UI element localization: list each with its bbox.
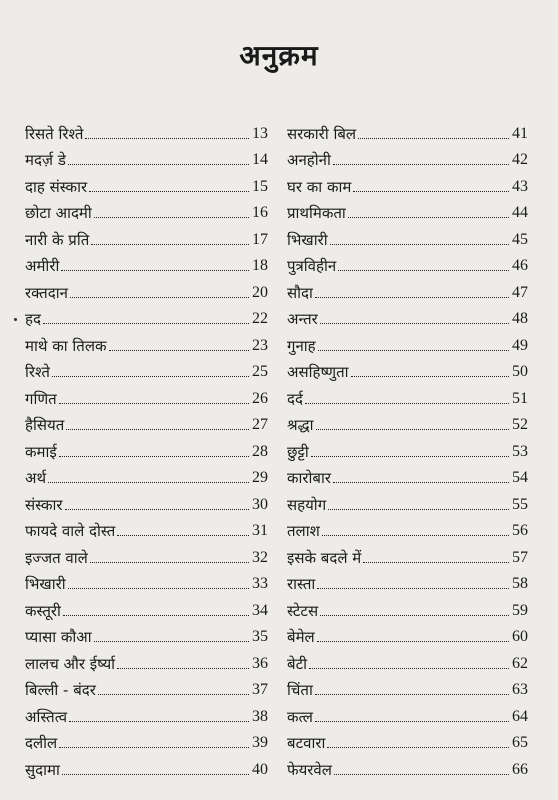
dot-leader bbox=[328, 509, 509, 510]
toc-entry bbox=[287, 461, 528, 488]
toc-entry-title: सुदामा bbox=[25, 760, 60, 779]
toc-entry-page-number: 51 bbox=[512, 389, 528, 407]
toc-entry-title: कस्तूरी bbox=[25, 601, 61, 620]
toc-entry bbox=[25, 461, 268, 488]
toc-entry-page-number: 55 bbox=[512, 495, 528, 513]
toc-entry bbox=[25, 514, 268, 541]
toc-entry bbox=[25, 434, 268, 461]
toc-entry-title: सौदा bbox=[287, 283, 313, 302]
toc-entry-page-number: 43 bbox=[512, 177, 528, 195]
toc-entry bbox=[287, 116, 528, 143]
dot-leader bbox=[59, 403, 249, 404]
toc-entry-page-number: 59 bbox=[512, 601, 528, 619]
toc-entry bbox=[25, 673, 268, 700]
toc-entry bbox=[287, 196, 528, 223]
toc-entry bbox=[287, 143, 528, 170]
toc-entry-page-number: 27 bbox=[252, 416, 268, 433]
toc-entry-title: बटवारा bbox=[287, 734, 326, 752]
dot-leader bbox=[43, 323, 249, 324]
toc-entry-title: प्यासा कौआ bbox=[25, 628, 92, 646]
toc-entry-page-number: 18 bbox=[252, 257, 268, 274]
toc-entry bbox=[287, 620, 528, 647]
toc-entry-title: हद bbox=[25, 310, 41, 328]
toc-entry-title: अन्तर bbox=[287, 310, 318, 328]
dot-leader bbox=[338, 270, 509, 271]
toc-entry-title: बिल्ली - बंदर bbox=[25, 681, 96, 699]
toc-entry-title: रक्तदान bbox=[25, 283, 68, 302]
toc-entry-title: दलील bbox=[25, 734, 58, 752]
toc-entry bbox=[287, 514, 528, 541]
toc-entry bbox=[25, 275, 268, 302]
toc-entry-page-number: 34 bbox=[252, 601, 268, 619]
toc-entry-title: कत्ल bbox=[287, 707, 313, 726]
dot-leader bbox=[52, 376, 249, 377]
dot-leader bbox=[348, 217, 509, 218]
toc-entry-page-number: 42 bbox=[512, 151, 528, 168]
toc-entry-page-number: 33 bbox=[252, 575, 268, 592]
dot-leader bbox=[330, 244, 509, 245]
dot-leader bbox=[315, 694, 509, 695]
toc-entry-title: छुट्टी bbox=[287, 442, 309, 461]
toc-entry bbox=[25, 169, 268, 196]
dot-leader bbox=[333, 164, 509, 165]
toc-entry bbox=[25, 726, 268, 753]
toc-entry-title: गुनाह bbox=[287, 336, 316, 355]
toc-entry-page-number: 56 bbox=[512, 522, 528, 539]
toc-entry-title: इज्जत वाले bbox=[25, 548, 88, 567]
toc-entry-page-number: 54 bbox=[512, 469, 528, 486]
toc-entry bbox=[287, 726, 528, 753]
toc-entry bbox=[287, 699, 528, 726]
toc-entry-page-number: 41 bbox=[512, 124, 528, 142]
toc-entry-page-number: 66 bbox=[512, 760, 528, 778]
toc-entry bbox=[25, 249, 268, 276]
stray-mark bbox=[14, 318, 17, 321]
dot-leader bbox=[63, 615, 249, 616]
toc-entry-title: तलाश bbox=[287, 522, 320, 540]
toc-entry-title: हैसियत bbox=[25, 416, 65, 434]
dot-leader bbox=[363, 562, 509, 563]
dot-leader bbox=[320, 615, 509, 616]
toc-entry-page-number: 35 bbox=[252, 628, 268, 645]
toc-entry-title: माथे का तिलक bbox=[25, 336, 107, 355]
page-title: अनुक्रम bbox=[239, 39, 319, 72]
toc-entry-page-number: 20 bbox=[252, 283, 268, 301]
toc-entry-page-number: 46 bbox=[512, 257, 528, 274]
dot-leader bbox=[66, 429, 249, 430]
toc-entry bbox=[25, 567, 268, 594]
toc-entry-title: छोटा आदमी bbox=[25, 204, 92, 222]
toc-entry-page-number: 45 bbox=[512, 230, 528, 248]
toc-entry-title: दर्द bbox=[287, 389, 303, 408]
dot-leader bbox=[59, 747, 249, 748]
toc-entry-page-number: 57 bbox=[512, 548, 528, 566]
toc-entry-page-number: 25 bbox=[252, 363, 268, 380]
toc-entry-page-number: 40 bbox=[252, 760, 268, 778]
toc-entry-page-number: 13 bbox=[252, 124, 268, 142]
toc-entry bbox=[287, 567, 528, 594]
toc-entry-title: घर का काम bbox=[287, 177, 352, 196]
toc-entry-title: अमीरी bbox=[25, 257, 60, 275]
toc-entry-page-number: 65 bbox=[512, 734, 528, 751]
toc-entry-title: पुत्रविहीन bbox=[287, 257, 337, 275]
toc-entry-page-number: 60 bbox=[512, 628, 528, 645]
toc-entry bbox=[287, 752, 528, 779]
toc-entry bbox=[287, 646, 528, 673]
dot-leader bbox=[353, 191, 509, 192]
toc-entry bbox=[287, 169, 528, 196]
toc-entry-title: प्राथमिकता bbox=[287, 204, 346, 222]
toc-entry-title: चिंता bbox=[287, 681, 313, 699]
toc-entry-title: मदर्ज़ डे bbox=[25, 151, 66, 169]
toc-entry bbox=[25, 487, 268, 514]
dot-leader bbox=[70, 297, 249, 298]
toc-entry-page-number: 31 bbox=[252, 522, 268, 539]
toc-entry-title: कारोबार bbox=[287, 469, 332, 487]
dot-leader bbox=[317, 588, 509, 589]
dot-leader bbox=[333, 482, 509, 483]
toc-entry-title: लालच और ईर्ष्या bbox=[25, 654, 116, 673]
toc-entry bbox=[287, 249, 528, 276]
toc-entry-page-number: 53 bbox=[512, 442, 528, 460]
toc-entry bbox=[25, 222, 268, 249]
dot-leader bbox=[61, 270, 249, 271]
toc-entry bbox=[25, 646, 268, 673]
toc-entry-page-number: 52 bbox=[512, 416, 528, 433]
contents-column-right bbox=[287, 116, 528, 779]
toc-entry bbox=[25, 302, 268, 329]
toc-entry-title: अनहोनी bbox=[287, 151, 331, 169]
toc-entry bbox=[25, 620, 268, 647]
toc-entry-title: रिश्ते bbox=[25, 363, 50, 381]
toc-entry bbox=[25, 196, 268, 223]
toc-entry-page-number: 36 bbox=[252, 654, 268, 672]
toc-entry-title: कमाई bbox=[25, 442, 57, 461]
toc-entry-page-number: 30 bbox=[252, 495, 268, 513]
toc-entry bbox=[287, 355, 528, 382]
toc-entry-page-number: 29 bbox=[252, 469, 268, 486]
toc-entry bbox=[287, 487, 528, 514]
dot-leader bbox=[62, 774, 249, 775]
toc-entry bbox=[25, 116, 268, 143]
dot-leader bbox=[309, 668, 509, 669]
dot-leader bbox=[322, 535, 509, 536]
toc-entry bbox=[287, 302, 528, 329]
dot-leader bbox=[317, 641, 509, 642]
toc-entry-page-number: 32 bbox=[252, 548, 268, 566]
toc-entry-page-number: 62 bbox=[512, 654, 528, 672]
toc-entry-title: बेमेल bbox=[287, 628, 315, 646]
toc-entry bbox=[25, 752, 268, 779]
toc-entry-title: अस्तित्व bbox=[25, 707, 68, 726]
toc-entry bbox=[25, 143, 268, 170]
dot-leader bbox=[315, 297, 509, 298]
toc-entry-title: नारी के प्रति bbox=[25, 230, 90, 249]
toc-entry-title: रास्ता bbox=[287, 575, 316, 593]
dot-leader bbox=[109, 350, 249, 351]
toc-entry-title: बेटी bbox=[287, 654, 308, 673]
dot-leader bbox=[59, 456, 249, 457]
toc-entry-title: भिखारी bbox=[25, 575, 66, 593]
dot-leader bbox=[318, 350, 509, 351]
dot-leader bbox=[320, 323, 509, 324]
dot-leader bbox=[311, 456, 509, 457]
dot-leader bbox=[305, 403, 509, 404]
toc-entry-page-number: 16 bbox=[252, 204, 268, 221]
toc-entry bbox=[287, 381, 528, 408]
toc-entry bbox=[25, 355, 268, 382]
toc-entry-page-number: 44 bbox=[512, 204, 528, 221]
toc-entry-title: गणित bbox=[25, 389, 57, 408]
dot-leader bbox=[327, 747, 509, 748]
toc-entry bbox=[25, 540, 268, 567]
toc-entry-title: फेयरवेल bbox=[287, 760, 332, 779]
toc-entry-title: संस्कार bbox=[25, 495, 63, 514]
toc-entry bbox=[287, 222, 528, 249]
toc-entry-title: स्टेटस bbox=[287, 601, 319, 620]
toc-entry bbox=[287, 673, 528, 700]
dot-leader bbox=[316, 429, 510, 430]
toc-entry-page-number: 17 bbox=[252, 230, 268, 248]
dot-leader bbox=[89, 191, 249, 192]
toc-entry-page-number: 14 bbox=[252, 151, 268, 168]
toc-entry-page-number: 15 bbox=[252, 177, 268, 195]
toc-entry-title: फायदे वाले दोस्त bbox=[25, 522, 116, 540]
toc-entry-title: भिखारी bbox=[287, 230, 328, 249]
toc-entry-page-number: 38 bbox=[252, 707, 268, 725]
toc-entry bbox=[287, 593, 528, 620]
toc-entry bbox=[25, 408, 268, 435]
toc-entry-title: श्रद्धा bbox=[287, 416, 314, 434]
contents-column-left bbox=[25, 116, 268, 779]
toc-entry-page-number: 26 bbox=[252, 389, 268, 407]
dot-leader bbox=[85, 138, 249, 139]
toc-entry-page-number: 28 bbox=[252, 442, 268, 460]
toc-entry bbox=[287, 408, 528, 435]
dot-leader bbox=[117, 535, 249, 536]
dot-leader bbox=[351, 376, 509, 377]
toc-entry-page-number: 50 bbox=[512, 363, 528, 380]
toc-entry-page-number: 47 bbox=[512, 283, 528, 301]
toc-entry-page-number: 22 bbox=[252, 310, 268, 327]
toc-entry bbox=[287, 328, 528, 355]
toc-entry-page-number: 58 bbox=[512, 575, 528, 592]
dot-leader bbox=[315, 721, 509, 722]
dot-leader bbox=[65, 509, 249, 510]
dot-leader bbox=[98, 694, 249, 695]
toc-entry-page-number: 64 bbox=[512, 707, 528, 725]
toc-entry-title: इसके बदले में bbox=[287, 548, 362, 567]
dot-leader bbox=[90, 562, 249, 563]
toc-entry bbox=[287, 540, 528, 567]
dot-leader bbox=[91, 244, 249, 245]
toc-entry-page-number: 48 bbox=[512, 310, 528, 327]
dot-leader bbox=[117, 668, 249, 669]
toc-entry-title: अर्थ bbox=[25, 469, 47, 487]
toc-entry bbox=[25, 593, 268, 620]
toc-entry-title: सहयोग bbox=[287, 495, 327, 514]
toc-entry-title: सरकारी बिल bbox=[287, 124, 357, 143]
toc-entry-page-number: 23 bbox=[252, 336, 268, 354]
toc-entry-title: रिसते रिश्ते bbox=[25, 124, 84, 143]
toc-entry-title: दाह संस्कार bbox=[25, 177, 88, 196]
dot-leader bbox=[94, 217, 249, 218]
toc-entry bbox=[25, 699, 268, 726]
dot-leader bbox=[358, 138, 509, 139]
toc-entry-page-number: 63 bbox=[512, 681, 528, 698]
dot-leader bbox=[69, 721, 249, 722]
toc-entry-title: असहिष्णुता bbox=[287, 363, 349, 381]
toc-entry bbox=[287, 434, 528, 461]
toc-entry bbox=[25, 381, 268, 408]
dot-leader bbox=[94, 641, 249, 642]
toc-entry-page-number: 39 bbox=[252, 734, 268, 751]
dot-leader bbox=[68, 588, 249, 589]
toc-entry bbox=[287, 275, 528, 302]
toc-entry bbox=[25, 328, 268, 355]
dot-leader bbox=[334, 774, 509, 775]
toc-entry-page-number: 49 bbox=[512, 336, 528, 354]
dot-leader bbox=[68, 164, 249, 165]
toc-entry-page-number: 37 bbox=[252, 681, 268, 698]
dot-leader bbox=[48, 482, 249, 483]
